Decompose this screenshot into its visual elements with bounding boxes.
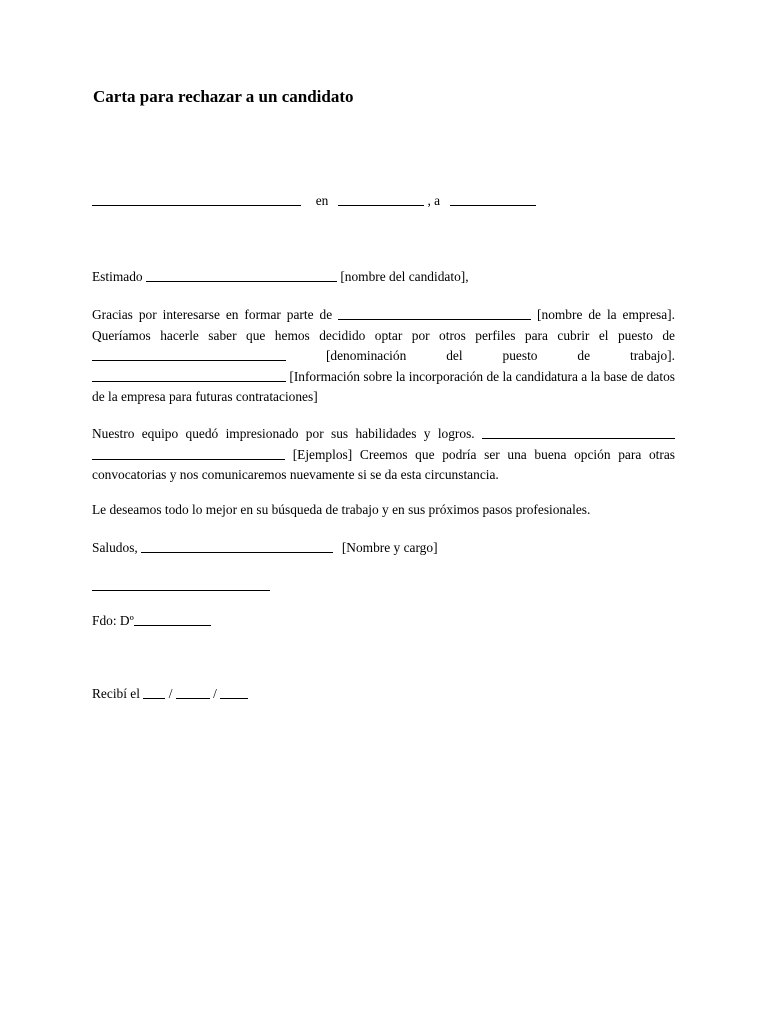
closing-prefix: Saludos, — [92, 540, 138, 555]
signer-name-blank — [134, 614, 211, 626]
year-blank — [450, 194, 536, 206]
signed-by-prefix: Fdo: Dº — [92, 613, 134, 628]
received-day-blank — [143, 687, 165, 699]
p1-text-c: [denominación del puesto de trabajo]. — [325, 348, 675, 363]
document-title: Carta para rechazar a un candidato — [93, 87, 354, 106]
comma-a-label: , a — [427, 193, 441, 208]
received-month-blank — [176, 687, 210, 699]
candidate-name-blank — [146, 270, 337, 282]
achievements-blank-b — [92, 448, 285, 460]
greeting-line — [92, 269, 469, 285]
signature-line — [92, 578, 270, 594]
company-name-blank — [338, 308, 531, 320]
p1-text-b: [nombre de la empresa]. Queríamos hacerle saber que hemos decidido optar por otros perfiles para cubrir el puesto de — [92, 307, 675, 343]
job-title-blank — [92, 349, 286, 361]
closing-line — [92, 540, 438, 556]
greeting-prefix: Estimado — [92, 269, 143, 284]
received-prefix: Recibí el — [92, 686, 140, 701]
day-blank — [338, 194, 424, 206]
received-sep-1: / — [168, 686, 173, 701]
p1-text-a: Gracias por interesarse en formar parte de — [92, 307, 333, 322]
signed-by-line — [92, 613, 211, 629]
place-blank — [92, 194, 301, 206]
achievements-blank-a — [482, 427, 675, 439]
received-sep-2: / — [213, 686, 217, 701]
received-line — [92, 686, 248, 702]
en-label: en — [315, 193, 329, 208]
sender-name-blank — [141, 541, 333, 553]
p2-text-a: Nuestro equipo quedó impresionado por sus habilidades y logros. — [92, 426, 475, 441]
received-year-blank — [220, 687, 248, 699]
paragraph-impression — [92, 424, 675, 486]
paragraph-rejection — [92, 305, 675, 408]
paragraph-wishes: Le deseamos todo lo mejor en su búsqueda de trabajo y en sus próximos pasos profesionales. — [92, 502, 591, 517]
p2-text-b: [Ejemplos] Creemos que podría ser una buena opción para otras convocatorias y nos comunicaremos nuevamente si se da esta circunstancia. — [92, 446, 675, 482]
signature-blank — [92, 579, 270, 591]
database-info-blank — [92, 370, 286, 382]
p1-text-d: [Información sobre la incorporación de la candidatura a la base de datos de la empresa para futuras contrataciones] — [92, 368, 675, 404]
closing-suffix: [Nombre y cargo] — [341, 540, 438, 555]
date-place-line — [92, 193, 536, 209]
greeting-suffix: [nombre del candidato], — [340, 269, 469, 284]
